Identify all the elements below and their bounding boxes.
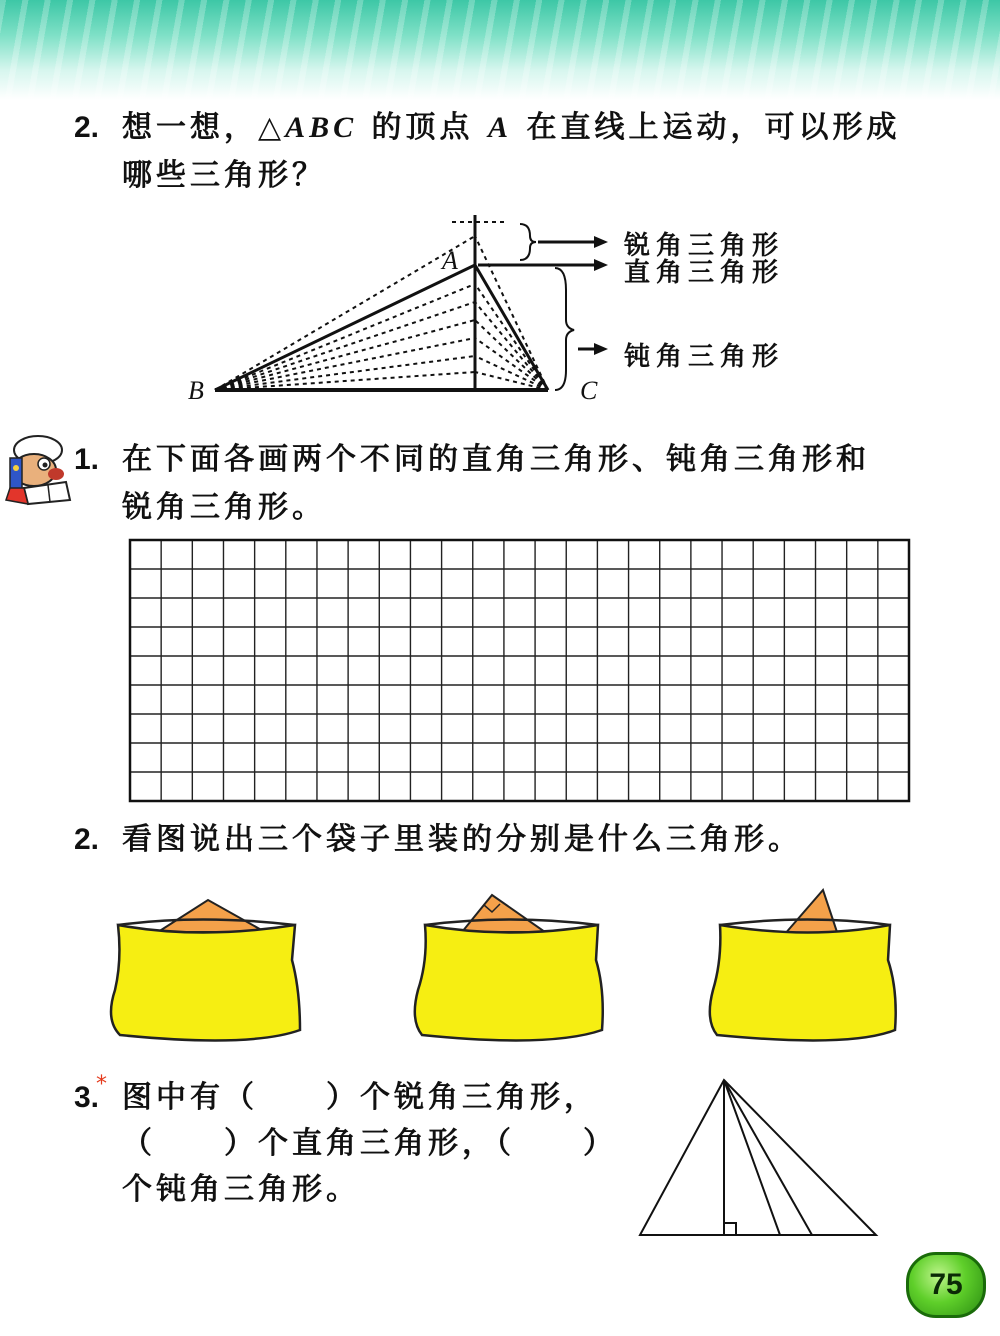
acute-triangle-label: 锐角三角形	[624, 231, 785, 261]
bag-3	[710, 890, 896, 1040]
vertex-a-label: A	[488, 111, 513, 144]
exercise-2-number: 2.	[74, 823, 100, 856]
section-a-text-mid: 的顶点	[357, 110, 488, 145]
section-a-text-suffix: 在直线上运动，可以形成	[512, 110, 901, 145]
triangle-count-figure	[630, 1075, 890, 1245]
exercise-3-number: 3.	[74, 1081, 100, 1114]
section-a-text-prefix: 想一想，△	[122, 110, 286, 145]
star-mark: *	[96, 1072, 107, 1097]
point-b-label: B	[188, 376, 204, 405]
point-c-label: C	[580, 376, 598, 405]
exercise-1-line1: 在下面各画两个不同的直角三角形、钝角三角形和	[122, 442, 870, 477]
exercise-1-number: 1.	[74, 443, 100, 476]
exercise-3-line1: 图中有（ ）个锐角三角形，	[122, 1080, 598, 1115]
drawing-grid[interactable]	[130, 540, 910, 802]
section-a-number: 2.	[74, 111, 100, 144]
exercise-3-line2: （ ）个直角三角形，（ ）	[122, 1126, 617, 1161]
exercise-3-line3: 个钝角三角形。	[122, 1172, 360, 1207]
bags-illustration	[0, 880, 1000, 1080]
point-a-label: A	[442, 246, 458, 275]
obtuse-triangle-label: 钝角三角形	[624, 342, 785, 372]
right-triangle-label: 直角三角形	[624, 258, 785, 288]
triangle-abc-label: ABC	[285, 111, 358, 144]
bag-1	[111, 900, 300, 1040]
mascot-reading-icon	[4, 428, 74, 508]
exercise-2-text: 看图说出三个袋子里装的分别是什么三角形。	[122, 822, 802, 857]
page-number-badge: 75	[906, 1252, 986, 1318]
exercise-1-line2: 锐角三角形。	[122, 490, 326, 525]
section-a-line2: 哪些三角形？	[122, 158, 326, 193]
bag-2	[415, 895, 603, 1040]
